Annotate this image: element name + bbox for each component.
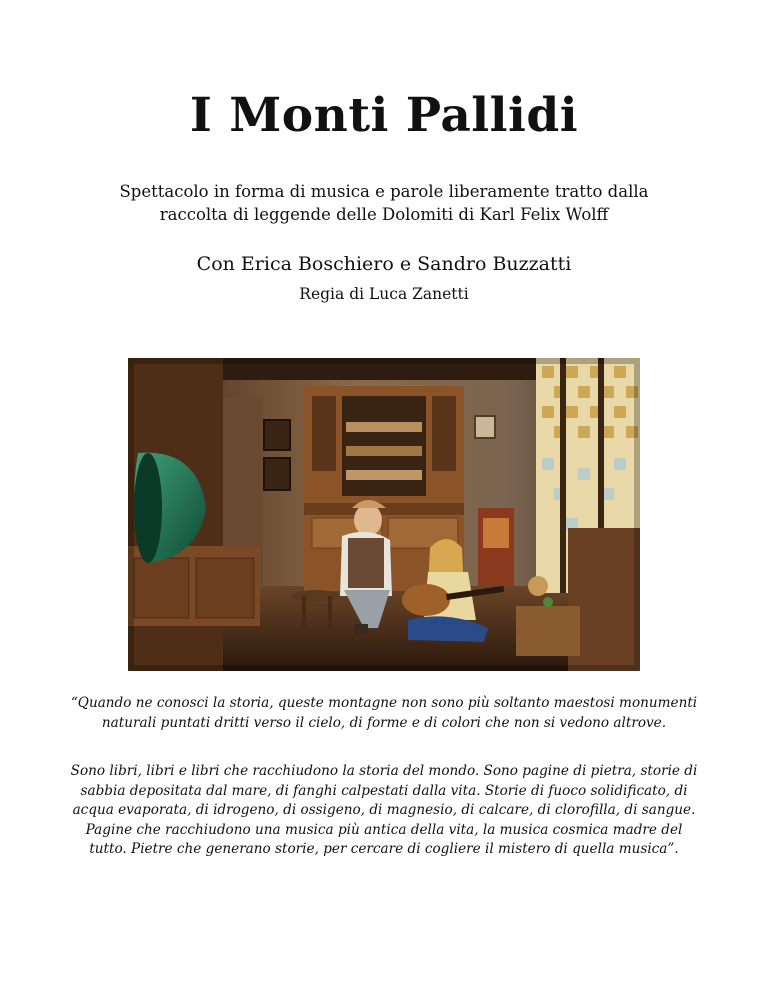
performers-photo bbox=[128, 358, 640, 671]
quote-paragraph-2: Sono libri, libri e libri che racchiudono la storia del mondo. Sono pagine di pietra, storie di sabbia depositata dal mare, di fanghi calpestati dalla vita. Storie di fuoco solidificato, di acqua evaporata, di idrogeno, di ossigeno, di magnesio, di calcare, di clorofilla, di sangue. Pagine che racchiudono una musica più antica della vita, la musica cosmica madre del tutto. Pietre che generano storie, per cercare di cogliere il mistero di quella musica”. bbox=[70, 763, 698, 857]
quote-paragraph-1: “Quando ne conosci la storia, queste montagne non sono più soltanto maestosi monumenti naturali puntati dritti verso il cielo, di forme e di colori che non si vedono altrove. bbox=[70, 695, 698, 731]
director-line: Regia di Luca Zanetti bbox=[299, 285, 469, 303]
document-title: I Monti Pallidi bbox=[189, 88, 579, 143]
cast-line: Con Erica Boschiero e Sandro Buzzatti bbox=[196, 253, 572, 275]
subtitle: Spettacolo in forma di musica e parole liberamente tratto dalla raccolta di leggende delle Dolomiti di Karl Felix Wolff bbox=[119, 182, 649, 224]
